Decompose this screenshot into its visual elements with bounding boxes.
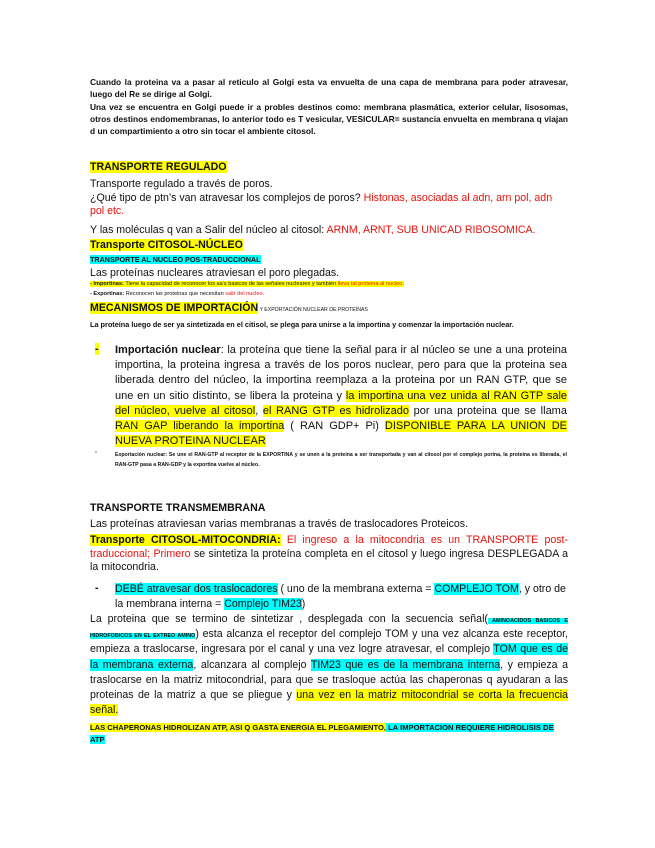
bullet-dot: -	[95, 450, 97, 456]
regulado-intro: Transporte regulado a través de poros.	[90, 178, 273, 190]
importacion-text: Importación nuclear: la proteína que tiene la señal para ir al núcleo se une a una proteina importina, la proteina ingresa a través de los poros nuclear, pero para que la proteina sea liberada dentro del núcleo, la importina reemplaza a la proteina por un RAN GTP, que se une en un sitio distinto, se libera la proteina y la importina una vez unida al RAN GTP sale del núcleo, vuelve al citosol, el RANG GTP es hidrolizado por una proteina que se llama RAN GAP liberando la importina ( RAN GDP+ Pi) DISPONIBLE PARA LA UNION DE NUEVA PROTEINA NUCLEAR	[115, 344, 567, 448]
section-heading-citosol-nucleo: Transporte CITOSOL-NÚCLEO	[90, 239, 243, 251]
section-heading-transmembrana: TRANSPORTE TRANSMEMBRANA	[90, 502, 266, 514]
mitocondria-paragraph: Transporte CITOSOL-MITOCONDRIA: El ingreso a la mitocondria es un TRANSPORTE post-traduccional; Primero se sintetiza la proteína completa en el citosol y luego ingresa DESPLEGADA a la mitocondria.	[90, 534, 568, 573]
citosol-intro: Las proteínas nucleares atraviesan el poro plegadas.	[90, 267, 340, 279]
bullet-traslocadores	[95, 582, 567, 611]
subheading-post-traduccional: TRANSPORTE AL NUCLEO POS-TRADUCCIONAL	[90, 255, 261, 264]
mitocondria-mechanism-paragraph: La proteina que se termino de sintetizar , desplegada con la secuencia señal( AMINOACIDOS BASICOS E HIDROFOBICOS EN EL EXTREO AMINO) esta alcanza el receptor del complejo TOM y una vez alcanza este receptor, empieza a traslocarse, ingresara por el canal y una vez logre atravesar, el complejo TOM que es de la membrana externa, alcanzara al complejo TIM23 que es de la membrana interna, y empieza a traslocarse en la matriz mitocondrial, para que se trasloque actúa las chaperonas q ayudaran a las proteinas de la matriz a que se pliegue y una vez en la matriz mitocondrial se corta la frecuencia señal.	[90, 613, 568, 717]
transmembrana-intro: Las proteínas atraviesan varias membranas a través de traslocadores Proteicos.	[90, 518, 469, 530]
section-heading-mecanismos: MECANISMOS DE IMPORTACIÓN Y EXPORTACIÓN NUCLEAR DE PROTEÍNAS	[90, 302, 368, 314]
traslocadores-text: DEBÉ atravesar dos traslocadores ( uno de la membrana externa = COMPLEJO TOM, y otro de la membrana interna = Complejo TIM23)	[115, 583, 566, 610]
bullet-dash: -	[95, 343, 99, 355]
regulado-salen: Y las moléculas q van a Salir del núcleo al citosol: ARNM, ARNT, SUB UNICAD RIBOSOMICA.	[90, 224, 536, 236]
intro-paragraph-2: Una vez se encuentra en Golgi puede ir a probles destinos como: membrana plasmática, exterior celular, lisosomas, otros destinos endomembranas, lo anterior todo es T vesicular, VESICULAR= sustancia envuelta en membrana q viajan d un compartimiento a otro sin tocar el ambiente citosol.	[90, 102, 568, 137]
exportacion-text: Exportación nuclear: Se une el RAN-GTP al receptor de la EXPORTINA y se unen a la proteina a ser transportada y van al citosol por el complejo porina, la proteina es liberada, el RAN-GTP pasa a RAN-GDP y la exportina vuelve al núcleo.	[115, 452, 567, 468]
regulado-question: ¿Qué tipo de ptn’s van atravesar los complejos de poros? Histonas, asociadas al adn, arn pol, adn pol etc.	[90, 192, 553, 217]
exportinas-note: - Exportinas: Reconocen las proteinas que necesitan salir del nucleo.	[90, 291, 265, 297]
bullet-dash: -	[95, 582, 99, 594]
intro-paragraph-1: Cuando la proteina va a pasar al reticulo al Golgi esta va envuelta de una capa de membrana para poder atravesar, luego del Re se dirige al Golgi.	[90, 77, 568, 100]
final-note: LAS CHAPERONAS HIDROLIZAN ATP, ASI Q GASTA ENERGIA EL PLEGAMIENTO, LA IMPORTACION REQUIERE HIDROLISIS DE ATP	[90, 723, 554, 744]
mecanismos-intro: La proteína luego de ser ya sintetizada en el citisol, se plega para unirse a la importina y comenzar la importación nuclear.	[90, 320, 514, 329]
bullet-importacion-nuclear	[95, 343, 567, 449]
section-heading-regulado: TRANSPORTE REGULADO	[90, 161, 227, 173]
bullet-exportacion-nuclear	[95, 450, 567, 470]
importinas-note: - Importinas: Tiene la capacidad de reconocer los aa’s basicos de las señales nucleares y también lleva tal proteina al nucleo.	[90, 281, 404, 287]
